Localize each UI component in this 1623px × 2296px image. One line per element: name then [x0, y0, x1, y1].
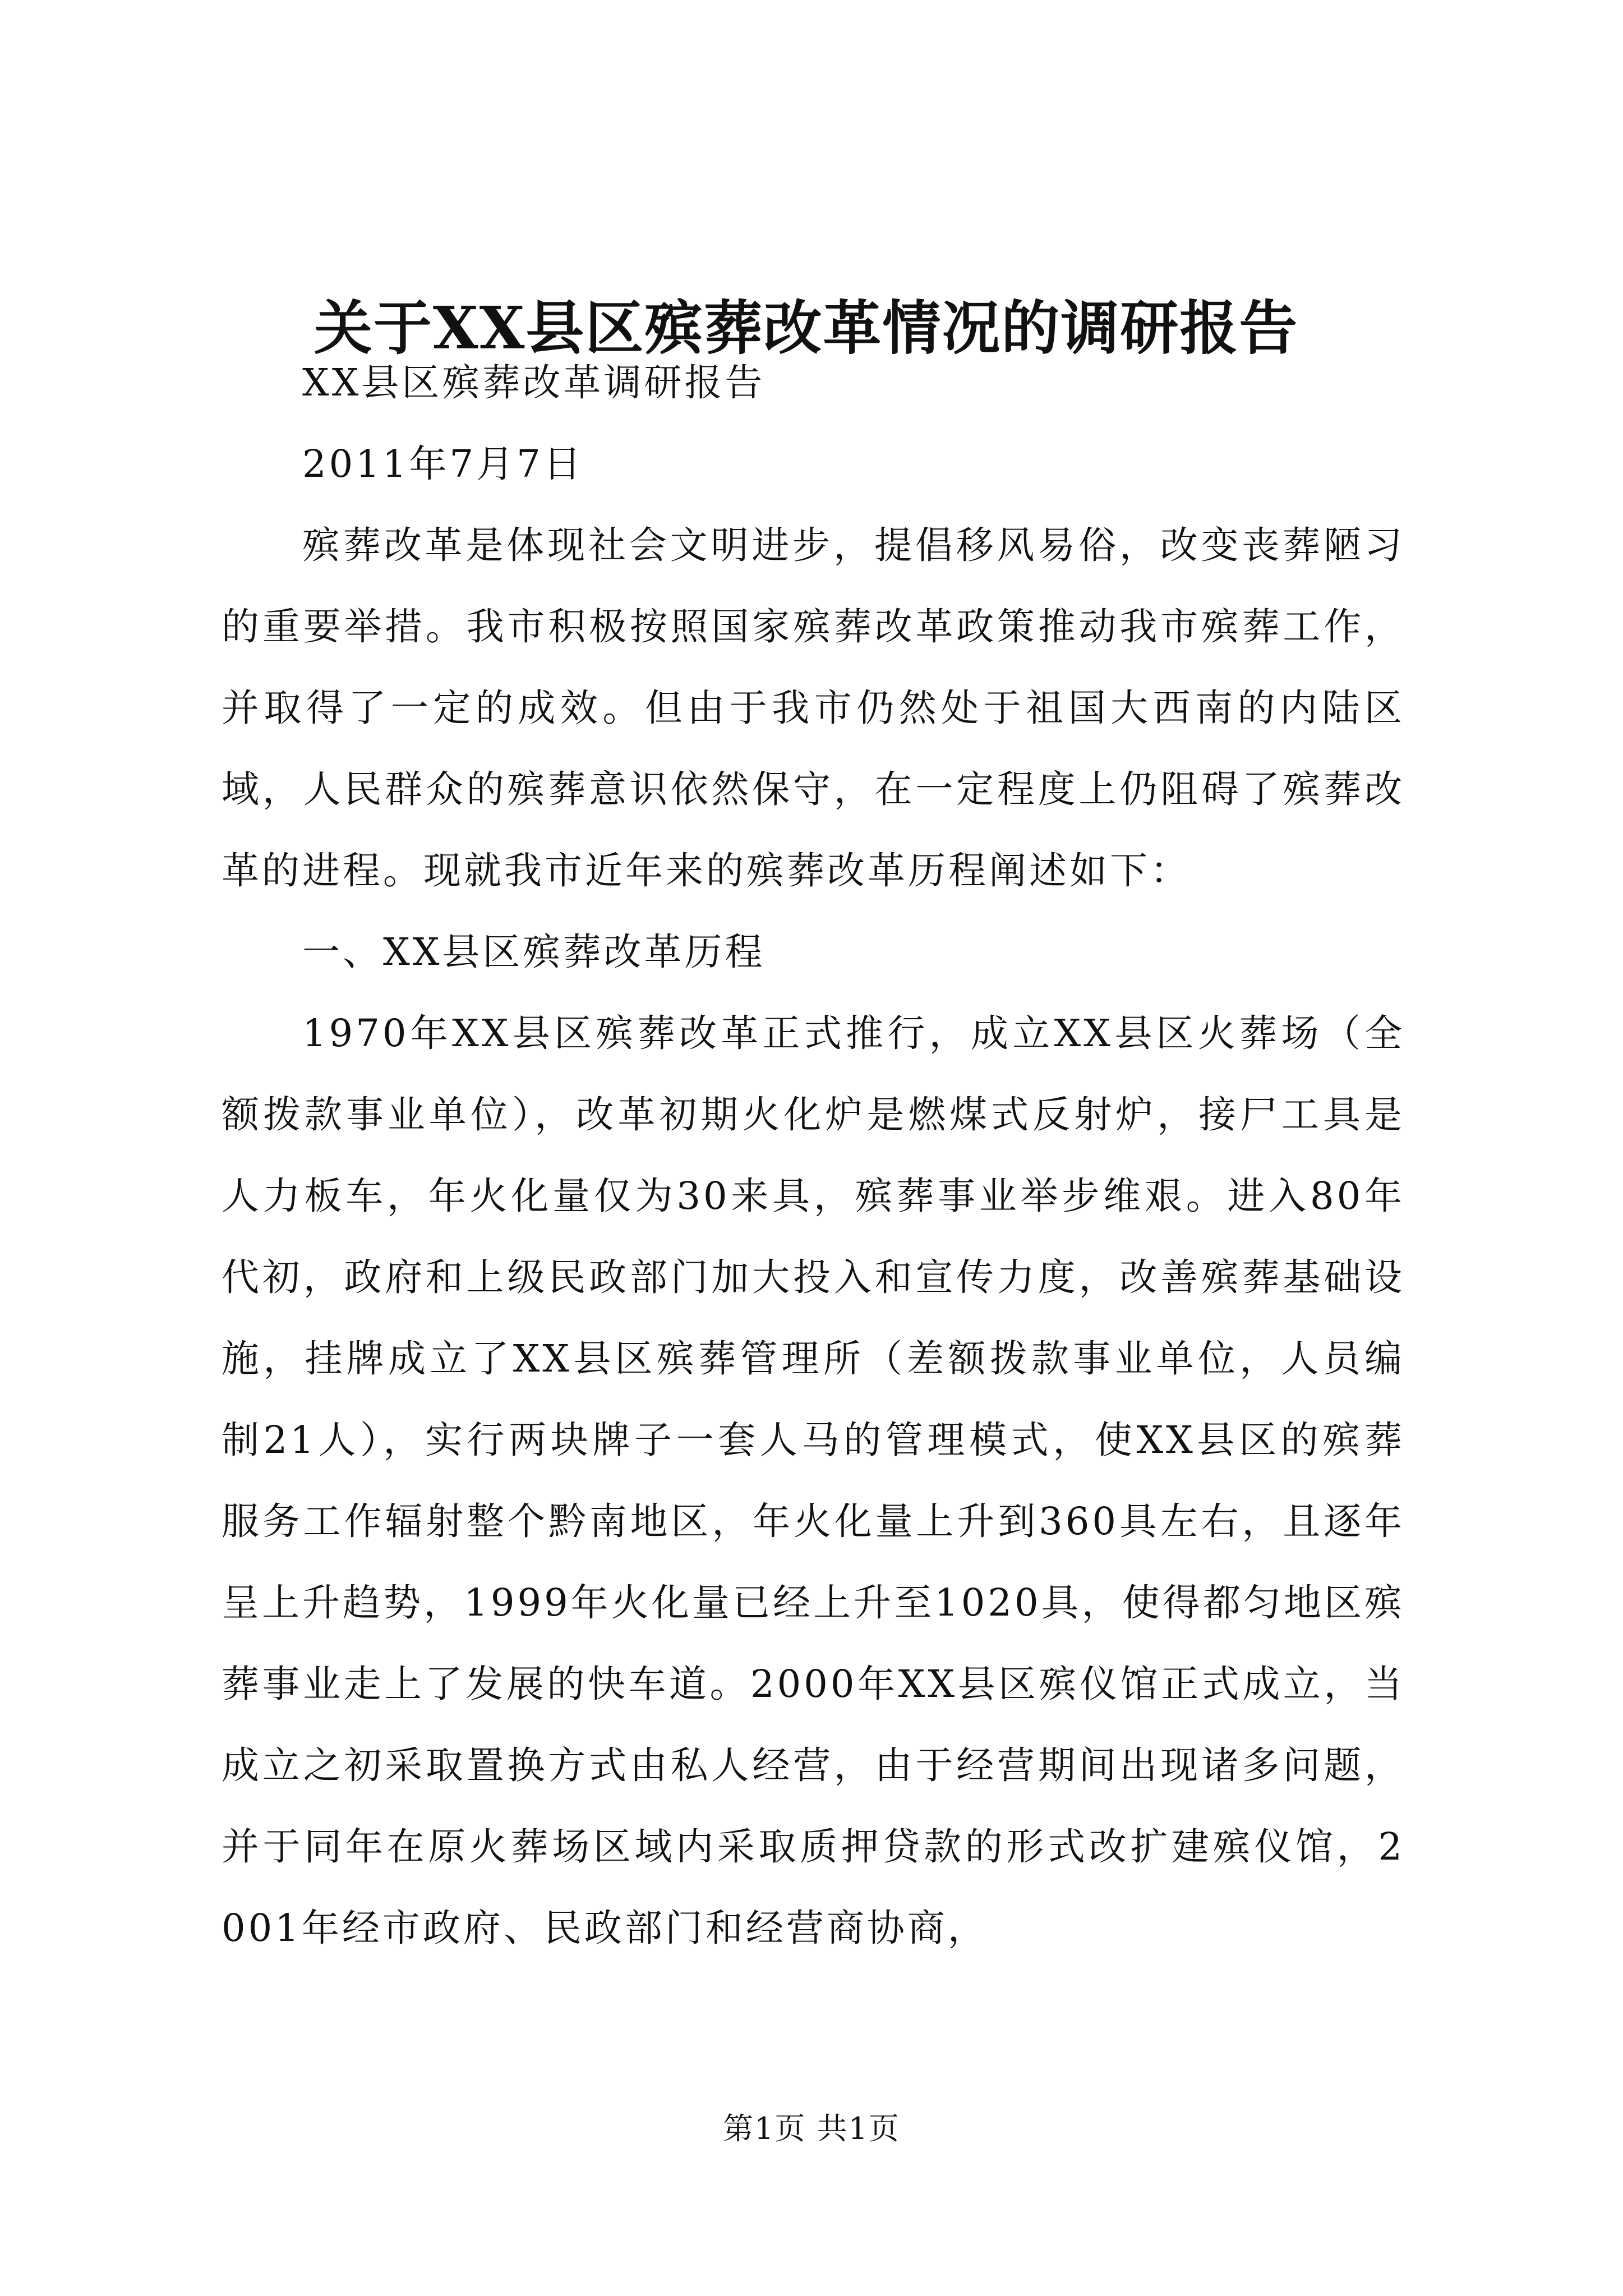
date-paragraph: 2011年7月7日 [302, 442, 584, 486]
history-paragraph: 1970年XX县区殡葬改革正式推行，成立XX县区火葬场（全额拨款事业单位），改革初期火化炉是燃煤式反射炉，接尸工具是人力板车，年火化量仅为30来具，殡葬事业举步维艰。进入80年代初，政府和上级民政部门加大投入和宣传力度，改善殡葬基础设施，挂牌成立了XX县区殡葬管理所（差额拨款事业单位，人员编制21人），实行两块牌子一套人马的管理模式，使XX县区的殡葬服务工作辐射整个黔南地区，年火化量上升到360具左右，且逐年呈上升趋势，1999年火化量已经上升至1020具，使得都匀地区殡葬事业走上了发展的快车道。2000年XX县区殡仪馆正式成立，当成立之初采取置换方式由私人经营，由于经营期间出现诸多问题，并于同年在原火葬场区域内采取质押贷款的形式改扩建殡仪馆，2001年经市政府、民政部门和经营商协商， [222, 1011, 1405, 1950]
section-heading: 一、XX县区殡葬改革历程 [302, 930, 766, 974]
document-title: 关于XX县区殡葬改革情况的调研报告 [314, 293, 1299, 362]
page-footer: 第1页 共1页 [723, 2111, 900, 2146]
document-body [222, 342, 1405, 1969]
subtitle-paragraph: XX县区殡葬改革调研报告 [302, 361, 766, 404]
intro-paragraph: 殡葬改革是体现社会文明进步，提倡移风易俗，改变丧葬陋习的重要举措。我市积极按照国家殡葬改革政策推动我市殡葬工作，并取得了一定的成效。但由于我市仍然处于祖国大西南的内陆区域，人民群众的殡葬意识依然保守，在一定程度上仍阻碍了殡葬改革的进程。现就我市近年来的殡葬改革历程阐述如下： [222, 523, 1405, 892]
